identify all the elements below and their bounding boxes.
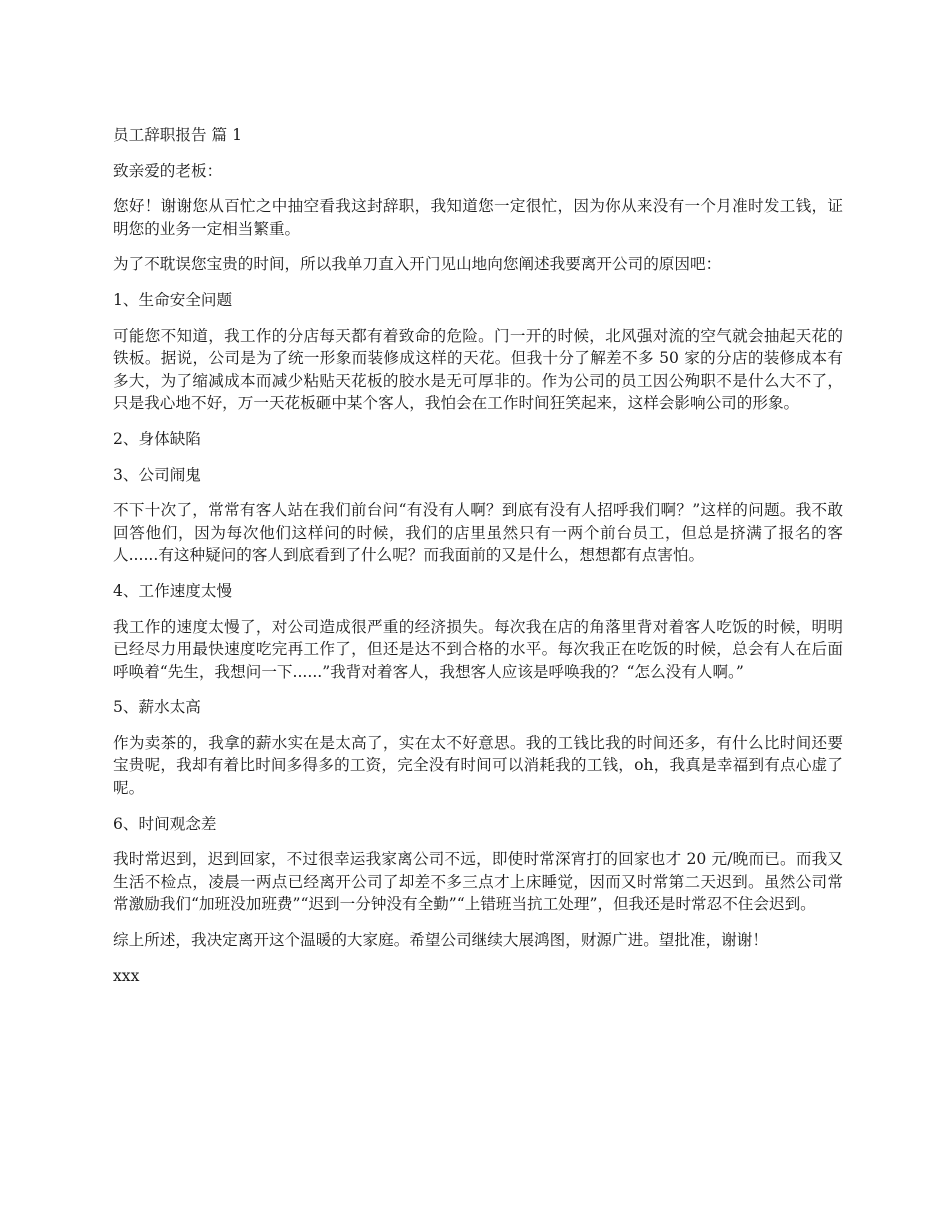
section-heading: 4、工作速度太慢 [113, 581, 233, 600]
section-body: 我时常迟到，迟到回家，不过很幸运我家离公司不远，即使时常深宵打的回家也才 20 元/晚而已。而我又生活不检点，凌晨一两点已经离开公司了却差不多三点才上床睡觉，因而又时常第二天迟到。虽然公司常常激励我们“加班没加班费”“迟到一分钟没有全勤”“上错班当抗工处理”，但我还是时常忍不住会迟到。 [113, 850, 843, 914]
conclusion: 综上所述，我决定离开这个温暖的大家庭。希望公司继续大展鸿图，财源广进。望批准，谢谢！ [113, 931, 768, 950]
salutation: 致亲爱的老板： [113, 161, 223, 180]
section-heading: 5、薪水太高 [113, 698, 201, 717]
section-body: 可能您不知道，我工作的分店每天都有着致命的危险。门一开的时候，北风强对流的空气就会抽起天花的铁板。据说，公司是为了统一形象而装修成这样的天花。但我十分了解差不多 50 家的分店的装修成本有多大，为了缩减成本而减少粘贴天花板的胶水是无可厚非的。作为公司的员工因公殉职不是什么大不了，只是我心地不好，万一天花板砸中某个客人，我怕会在工作时间狂笑起来，这样会影响公司的形象。 [113, 326, 843, 413]
section-heading: 3、公司闹鬼 [113, 465, 201, 484]
signature: xxx [113, 966, 140, 985]
section-body: 我工作的速度太慢了，对公司造成很严重的经济损失。每次我在店的角落里背对着客人吃饭的时候，明明已经尽力用最快速度吃完再工作了，但还是达不到合格的水平。每次我正在吃饭的时候，总会有人在后面呼唤着“先生，我想问一下......”我背对着客人，我想客人应该是呼唤我的？“怎么没有人啊。” [113, 617, 843, 681]
section-heading: 2、身体缺陷 [113, 429, 201, 448]
section-body: 作为卖茶的，我拿的薪水实在是太高了，实在太不好意思。我的工钱比我的时间还多，有什么比时间还要宝贵呢，我却有着比时间多得多的工资，完全没有时间可以消耗我的工钱，oh，我真是幸福到有点心虚了呢。 [113, 733, 843, 798]
section-body: 不下十次了，常常有客人站在我们前台问“有没有人啊？到底有没有人招呼我们啊？”这样的问题。我不敢回答他们，因为每次他们这样问的时候，我们的店里虽然只有一两个前台员工，但总是挤满了报名的客人......有这种疑问的客人到底看到了什么呢？而我面前的又是什么，想想都有点害怕。 [113, 501, 843, 565]
document-page [113, 124, 843, 1000]
intro-paragraph: 您好！谢谢您从百忙之中抽空看我这封辞职，我知道您一定很忙，因为你从来没有一个月准时发工钱，证明您的业务一定相当繁重。 [113, 197, 843, 238]
intro-paragraph: 为了不耽误您宝贵的时间，所以我单刀直入开门见山地向您阐述我要离开公司的原因吧： [113, 255, 722, 274]
section-heading: 6、时间观念差 [113, 814, 217, 833]
document-title: 员工辞职报告 篇 1 [113, 126, 242, 144]
section-heading: 1、生命安全问题 [113, 290, 233, 309]
